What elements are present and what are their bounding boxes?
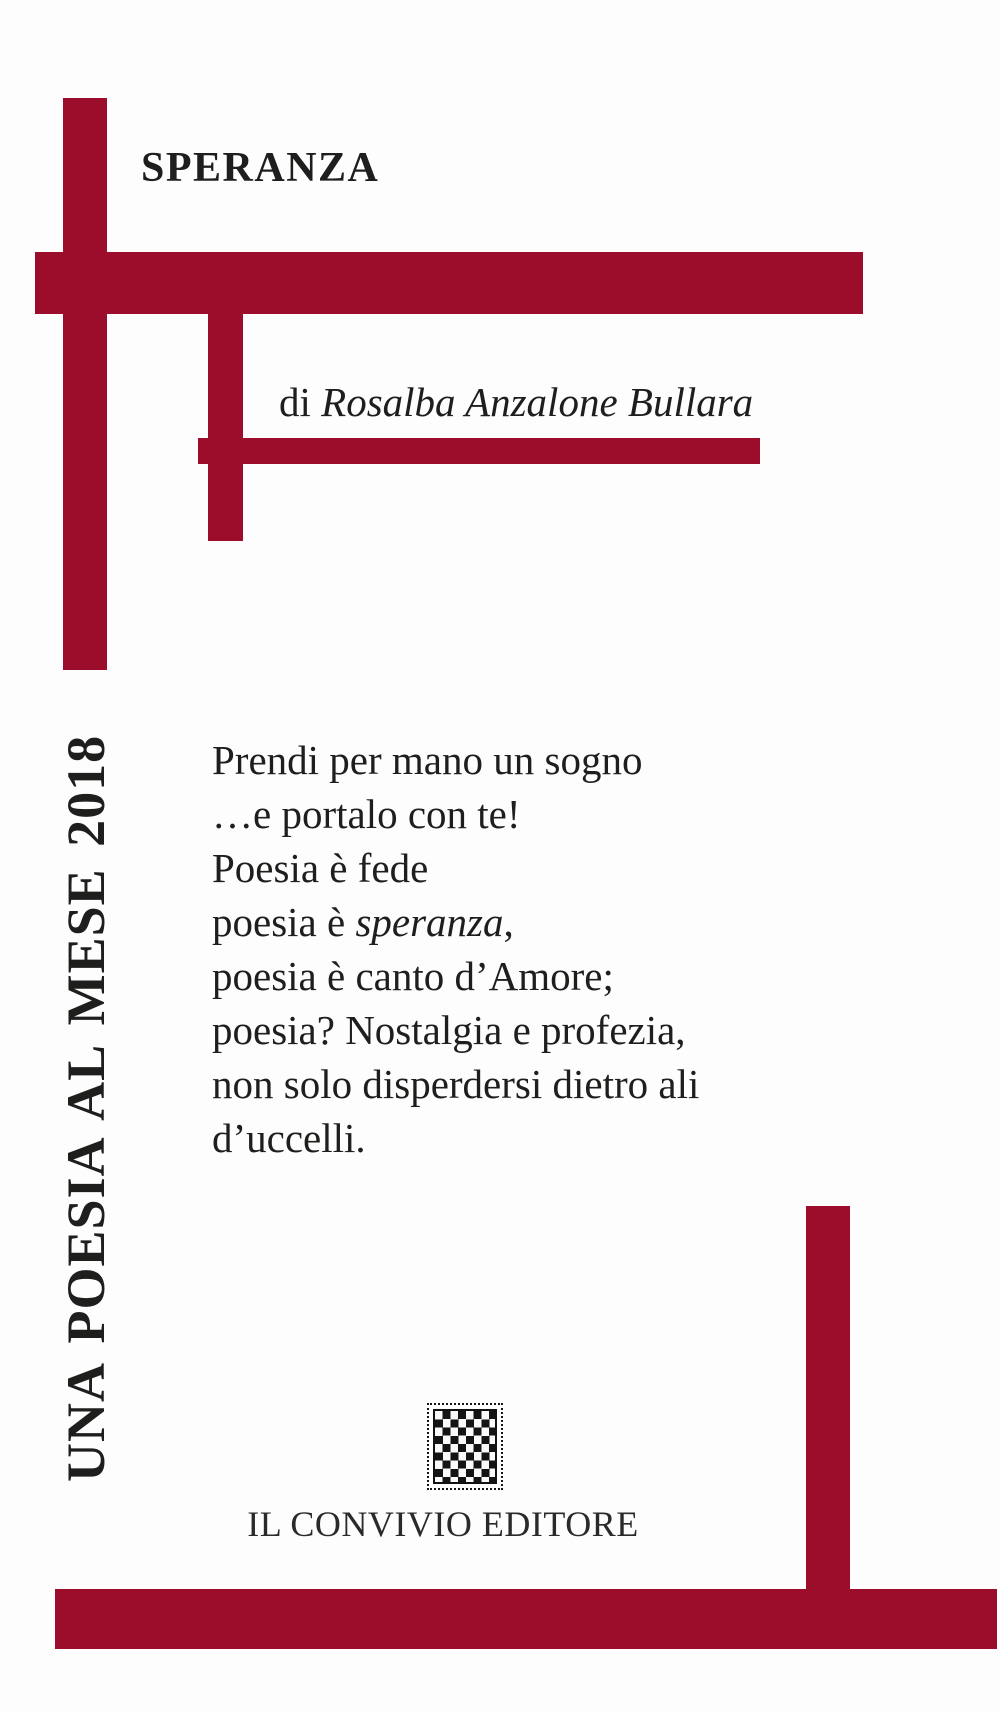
poem-line: poesia è speranza,: [212, 899, 514, 945]
author-name: Rosalba Anzalone Bullara: [321, 379, 754, 425]
poem-line: poesia? Nostalgia e profezia,: [212, 1007, 686, 1053]
poem-line: d’uccelli.: [212, 1115, 366, 1161]
checkerboard-pattern: [433, 1409, 497, 1484]
poem-line: poesia è canto d’Amore;: [212, 953, 614, 999]
red-bar-bottom-horizontal: [55, 1589, 997, 1649]
red-bar-middle-horizontal: [198, 438, 760, 464]
red-bar-right-vertical: [806, 1206, 850, 1606]
poem: [212, 733, 699, 1165]
byline-prefix: di: [279, 379, 322, 425]
red-bar-middle-vertical: [208, 262, 243, 541]
red-bar-left-vertical: [63, 98, 107, 670]
poem-line: …e portalo con te!: [212, 791, 521, 837]
publisher-name: IL CONVIVIO EDITORE: [247, 1504, 639, 1544]
red-bar-top-horizontal: [35, 252, 863, 314]
series-vertical-banner: UNA POESIA AL MESE 2018: [56, 734, 116, 1482]
byline: [279, 378, 753, 426]
poem-line: Poesia è fede: [212, 845, 429, 891]
checkerboard-stamp-icon: [427, 1403, 503, 1490]
poem-line: Prendi per mano un sogno: [212, 737, 643, 783]
poem-title: SPERANZA: [141, 145, 380, 191]
poem-line: non solo disperdersi dietro ali: [212, 1061, 700, 1107]
